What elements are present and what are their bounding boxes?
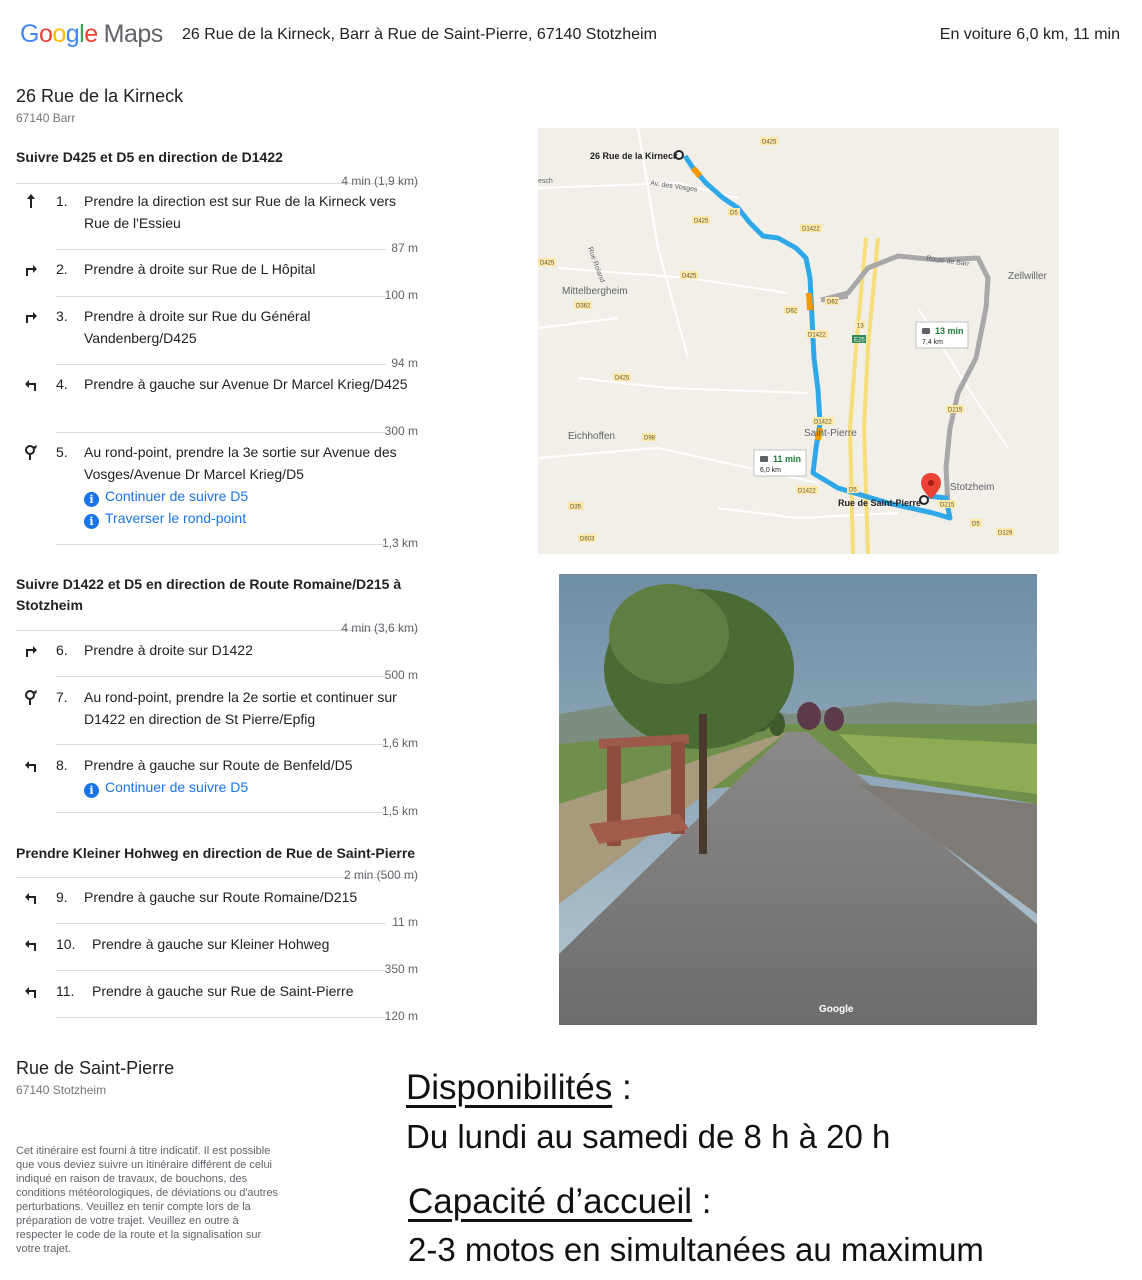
section-title: Prendre Kleiner Hohweg en direction de Rue de Saint-Pierre <box>16 845 416 861</box>
svg-text:D62: D62 <box>827 299 839 306</box>
turn-left-icon <box>22 756 40 774</box>
step-divider <box>56 544 386 545</box>
hint-continue-d5[interactable]: i Continuer de suivre D5 <box>84 485 248 507</box>
route-time-main <box>754 450 806 476</box>
svg-text:D129: D129 <box>998 530 1013 537</box>
step-divider <box>56 364 386 365</box>
step-divider <box>56 432 386 433</box>
svg-text:E25: E25 <box>854 337 865 344</box>
origin-name: 26 Rue de la Kirneck <box>16 86 184 106</box>
route-title: 26 Rue de la Kirneck, Barr à Rue de Saint-Pierre, 67140 Stotzheim <box>182 26 657 43</box>
svg-text:D5: D5 <box>730 210 738 217</box>
step-divider <box>56 249 386 250</box>
turn-right-icon <box>22 307 40 325</box>
google-maps-logo[interactable]: Google Maps <box>20 20 163 48</box>
route-time-alt <box>916 322 968 348</box>
svg-text:D1422: D1422 <box>802 226 820 233</box>
svg-text:D425: D425 <box>682 273 697 280</box>
route-map[interactable] <box>538 128 1059 554</box>
svg-text:26 Rue de la Kirneck: 26 Rue de la Kirneck <box>590 151 679 161</box>
info-icon: i <box>84 492 99 507</box>
turn-left-icon <box>22 935 40 953</box>
turn-left-icon <box>22 982 40 1000</box>
step-divider <box>56 1017 386 1018</box>
svg-text:13 min: 13 min <box>935 326 964 336</box>
svg-text:D425: D425 <box>540 260 555 267</box>
hint-roundabout[interactable]: i Traverser le rond-point <box>84 507 246 529</box>
svg-text:D98: D98 <box>644 435 656 442</box>
svg-text:Stotzheim: Stotzheim <box>950 482 995 493</box>
step-distance: 100 m <box>384 288 418 302</box>
svg-text:D1422: D1422 <box>808 332 826 339</box>
step-distance: 94 m <box>391 356 418 370</box>
section-time: 4 min (3,6 km) <box>341 621 418 635</box>
info-icon: i <box>84 514 99 529</box>
google-watermark: Google <box>819 1004 854 1015</box>
info-icon: i <box>84 783 99 798</box>
section-title: Suivre D425 et D5 en direction de D1422 <box>16 149 283 165</box>
svg-text:Rue de Saint-Pierre: Rue de Saint-Pierre <box>838 498 922 508</box>
step-distance: 300 m <box>384 424 418 438</box>
svg-text:Rue Roland: Rue Roland <box>586 246 606 284</box>
capacity-heading: Capacité d’accueil : <box>408 1182 712 1221</box>
section-time: 4 min (1,9 km) <box>341 174 418 188</box>
svg-text:D362: D362 <box>576 303 591 310</box>
step-distance: 11 m <box>392 915 418 929</box>
route-summary: En voiture 6,0 km, 11 min <box>939 26 1120 43</box>
svg-text:7,4 km: 7,4 km <box>922 339 944 346</box>
step-distance: 120 m <box>384 1009 418 1023</box>
destination-city: 67140 Stotzheim <box>16 1083 107 1097</box>
route-map-canvas <box>538 128 1059 554</box>
svg-text:D1422: D1422 <box>814 419 832 426</box>
section-time: 2 min (500 m) <box>343 868 418 882</box>
svg-text:13: 13 <box>857 323 864 330</box>
roundabout-icon <box>22 443 40 461</box>
availability-heading: Disponibilités : <box>406 1068 632 1107</box>
svg-text:D5: D5 <box>972 521 980 528</box>
step-distance: 1,5 km <box>381 804 418 818</box>
car-icon <box>760 456 768 462</box>
turn-left-icon <box>22 888 40 906</box>
svg-text:D1422: D1422 <box>798 488 816 495</box>
destination-name: Rue de Saint-Pierre <box>16 1058 175 1078</box>
svg-text:Eichhoffen: Eichhoffen <box>568 431 616 442</box>
hint-continue-d5[interactable]: i Continuer de suivre D5 <box>84 776 248 798</box>
disclaimer: Cet itinéraire est fourni à titre indicatif. Il est possible que vous deviez suivre un itinéraire différent de celui indiqué en raison de travaux, de bouchons, des conditions météorologiques, de déviations ou d'autres perturbations. Veuillez en tenir compte lors de la préparation de votre trajet. Veuillez en outre à respecter le code de la route et la signalisation sur votre trajet. <box>16 1145 278 1255</box>
capacity-value: 2-3 motos en simultanées au maximum <box>408 1231 984 1268</box>
turn-right-icon <box>22 641 40 659</box>
svg-text:esch: esch <box>538 178 553 185</box>
step-divider <box>56 812 386 813</box>
svg-text:D5: D5 <box>849 487 857 494</box>
svg-text:D35: D35 <box>570 504 582 511</box>
step-distance: 500 m <box>384 668 418 682</box>
step-divider <box>56 296 386 297</box>
svg-text:11 min: 11 min <box>773 454 802 464</box>
availability-value: Du lundi au samedi de 8 h à 20 h <box>406 1118 891 1155</box>
svg-text:D425: D425 <box>694 218 709 225</box>
header <box>0 0 1142 70</box>
svg-text:Route de Barr: Route de Barr <box>925 255 970 269</box>
roundabout-icon <box>22 688 40 706</box>
turn-right-icon <box>22 260 40 278</box>
step-divider <box>56 676 386 677</box>
step-distance: 350 m <box>384 962 418 976</box>
origin-city: 67140 Barr <box>16 111 76 125</box>
svg-text:Mittelbergheim: Mittelbergheim <box>562 286 628 297</box>
step-distance: 1,3 km <box>381 536 418 550</box>
arrow-straight-icon <box>22 192 40 210</box>
street-view-image[interactable] <box>559 574 1037 1025</box>
svg-text:Av. des Vosges: Av. des Vosges <box>649 180 698 194</box>
svg-text:D425: D425 <box>762 139 777 146</box>
svg-text:D215: D215 <box>940 502 955 509</box>
step-divider <box>56 970 386 971</box>
destination-dot <box>920 496 928 504</box>
step-divider <box>56 923 386 924</box>
svg-text:D425: D425 <box>615 375 630 382</box>
section-title: Suivre D1422 et D5 en direction de Route Romaine/D215 à Stotzheim <box>16 576 402 613</box>
street-view-photo <box>559 574 1037 1025</box>
car-icon <box>922 328 930 334</box>
svg-text:Zellwiller: Zellwiller <box>1008 271 1047 282</box>
svg-text:D215: D215 <box>948 407 963 414</box>
svg-text:D62: D62 <box>786 308 798 315</box>
svg-text:6,0 km: 6,0 km <box>760 467 782 474</box>
step-distance: 1,6 km <box>381 736 418 750</box>
svg-text:D603: D603 <box>580 536 595 543</box>
step-divider <box>56 744 386 745</box>
svg-text:Saint-Pierre: Saint-Pierre <box>804 428 857 439</box>
step-distance: 87 m <box>391 241 418 255</box>
turn-left-icon <box>22 375 40 393</box>
